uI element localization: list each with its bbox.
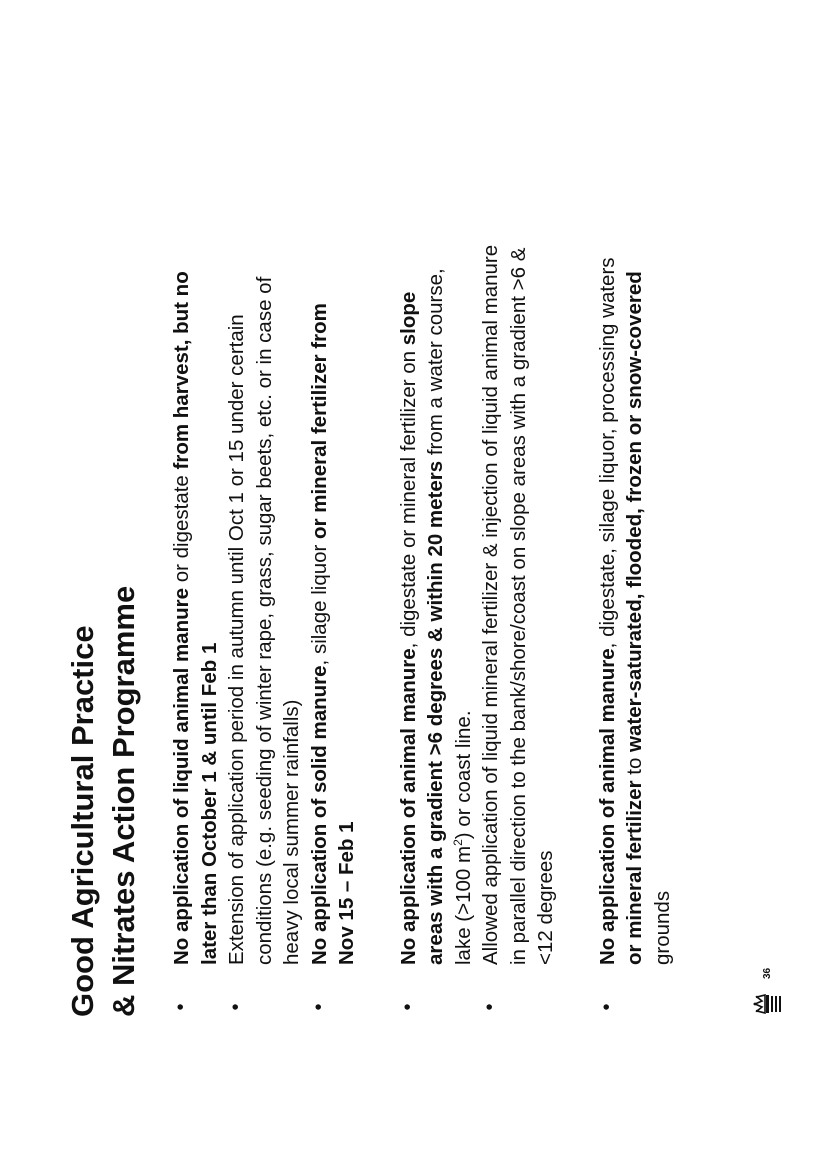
text-segment: heavy local summer rainfalls) (280, 699, 303, 965)
text-segment: , digestate, silage liquor, processing waters (595, 257, 619, 649)
bullet-item (395, 137, 478, 1017)
bullet-line (223, 137, 251, 965)
bold-text-segment: or mineral fertilizer (623, 780, 646, 965)
bold-text-segment: areas with a gradient >6 degrees & within 20 meters (424, 460, 447, 965)
bullet-line (621, 137, 649, 965)
text-segment: in parallel direction to the bank/shore/coast on slope areas with a gradient >6 & (506, 247, 530, 965)
text-segment: from a water course, (424, 268, 447, 461)
bullet-line (649, 137, 677, 965)
bullet-dot-icon: • (225, 1003, 247, 1011)
bullet-line (333, 137, 361, 965)
bullet-dot-icon: • (396, 1003, 419, 1011)
slide-title-line-1: Good Agricultural Practice (65, 625, 100, 1017)
bold-text-segment: later than October 1 & until Feb 1 (197, 642, 221, 965)
bullet-line (395, 137, 423, 965)
bullet-dot-icon: • (307, 1003, 330, 1011)
bold-text-segment: No application of liquid animal manure (170, 587, 193, 965)
bullet-item (168, 137, 223, 1017)
slide-title (62, 586, 144, 1017)
bullet-dot-icon: • (479, 1003, 501, 1011)
bullet-line (251, 137, 279, 965)
text-segment: grounds (650, 890, 674, 965)
bold-text-segment: from harvest, but no (170, 271, 193, 470)
bullet-group (395, 137, 560, 1017)
bullet-line (422, 137, 450, 965)
bold-text-segment: No application of animal manure (396, 648, 420, 965)
text-segment: to (623, 751, 646, 781)
bold-text-segment: Nov 15 – Feb 1 (335, 821, 358, 965)
bullet-line (168, 137, 196, 965)
bullet-item (223, 137, 306, 1017)
text-segment: 2 (450, 839, 465, 846)
crown-logo-icon (752, 991, 782, 1017)
text-segment: <12 degrees (534, 850, 557, 965)
bold-text-segment: slope (396, 291, 420, 346)
text-segment: conditions (e.g. seeding of winter rape, grass, sugar beets, etc. or in case of (252, 276, 276, 965)
bold-text-segment: No application of solid manure (307, 665, 331, 965)
bullet-line (505, 137, 533, 965)
bullet-line (594, 137, 622, 965)
bullet-line (196, 137, 224, 965)
bullet-list (168, 137, 710, 1017)
text-segment: Extension of application period in autumn until Oct 1 or 15 under certain (225, 314, 248, 965)
bold-text-segment: No application of animal manure (595, 648, 619, 965)
bold-text-segment: or mineral fertilizer from (307, 303, 331, 539)
bullet-item (594, 137, 677, 1017)
slide-title-line-2: & Nitrates Action Programme (106, 585, 141, 1017)
bullet-item (477, 137, 560, 1017)
text-segment: , digestate or mineral fertilizer on (396, 345, 420, 649)
bullet-line (278, 137, 306, 965)
bold-text-segment: water-saturated, flooded, frozen or snow-covered (623, 271, 646, 752)
bullet-line (477, 137, 505, 965)
bullet-dot-icon: • (170, 1003, 192, 1011)
text-segment: ) or coast line. (451, 710, 475, 840)
bullet-line (306, 137, 334, 965)
text-segment: or digestate (170, 469, 193, 588)
bullet-line (532, 137, 560, 965)
bullet-group (168, 137, 361, 1017)
bullet-item (306, 137, 361, 1017)
text-segment: , silage liquor (307, 538, 331, 666)
bullet-dot-icon: • (595, 1003, 618, 1011)
page-number: 36 (762, 967, 773, 979)
bullet-line (450, 137, 478, 965)
text-segment: lake (>100 m (451, 845, 475, 965)
bullet-group (594, 137, 677, 1017)
text-segment: Allowed application of liquid mineral fertilizer & injection of liquid animal manure (479, 244, 502, 965)
